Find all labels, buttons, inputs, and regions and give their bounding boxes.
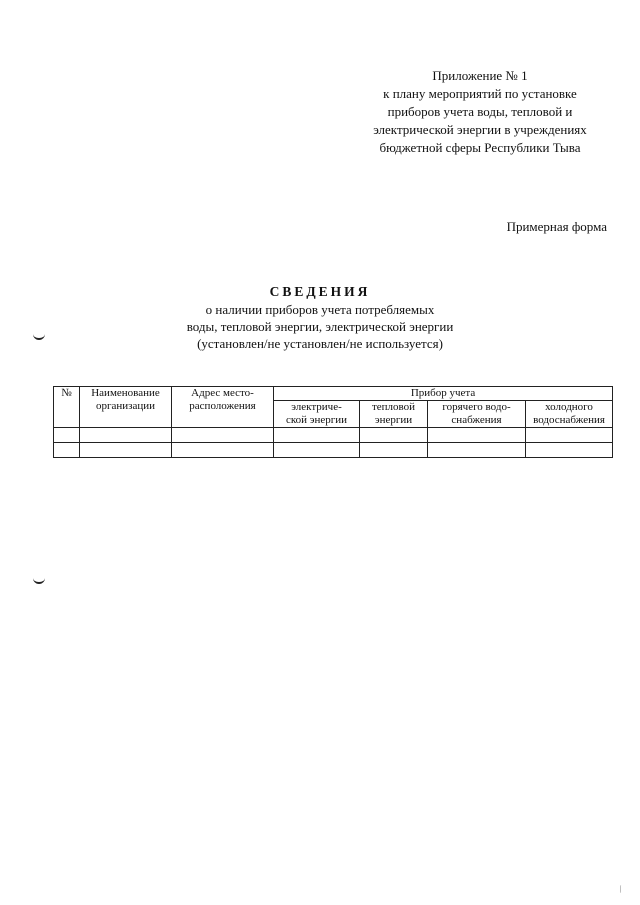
table-header-row xyxy=(54,387,613,401)
table-row xyxy=(54,428,613,443)
annex-line: приборов учета воды, тепловой и xyxy=(387,104,573,119)
table-cell xyxy=(274,428,360,443)
punch-mark xyxy=(33,332,45,340)
subheader-cell-hot-water xyxy=(428,401,526,428)
annex-line: электрической энергии в учреждениях xyxy=(373,122,587,137)
header-text: электриче- xyxy=(291,401,342,413)
form-type-label: Примерная форма xyxy=(506,219,607,234)
table-row xyxy=(54,443,613,458)
annex-block xyxy=(340,67,620,157)
meter-info-table xyxy=(53,386,613,458)
subheader-cell-heat xyxy=(360,401,428,428)
annex-line: бюджетной сферы Республики Тыва xyxy=(379,140,581,155)
header-cell-organization xyxy=(80,387,172,428)
subheader-cell-cold-water xyxy=(526,401,613,428)
table-cell xyxy=(54,443,80,458)
table-cell xyxy=(360,443,428,458)
subheader-cell-electric xyxy=(274,401,360,428)
header-text: расположения xyxy=(189,400,256,412)
corner-scan-mark: ⁄ xyxy=(617,884,625,894)
header-text: снабжения xyxy=(451,414,502,426)
table-cell xyxy=(80,443,172,458)
table-cell xyxy=(274,443,360,458)
heading-title: СВЕДЕНИЯ xyxy=(269,284,371,299)
header-text: ской энергии xyxy=(285,414,348,426)
heading-line: о наличии приборов учета потребляемых xyxy=(205,302,435,317)
header-cell-meter-group: Прибор учета xyxy=(274,387,613,401)
table-cell xyxy=(54,428,80,443)
table-cell xyxy=(428,443,526,458)
header-text: Адрес место- xyxy=(191,387,254,399)
document-heading xyxy=(150,283,490,352)
table-cell xyxy=(172,428,274,443)
table-cell xyxy=(360,428,428,443)
heading-line: (установлен/не установлен/не используется) xyxy=(197,336,443,351)
table-cell xyxy=(526,443,613,458)
header-cell-number: № xyxy=(54,387,80,428)
table-cell xyxy=(80,428,172,443)
annex-line: к плану мероприятий по установке xyxy=(383,86,577,101)
heading-line: воды, тепловой энергии, электрической энергии xyxy=(186,319,454,334)
annex-line: Приложение № 1 xyxy=(432,68,528,83)
punch-mark xyxy=(33,576,45,584)
header-text: горячего водо- xyxy=(442,401,511,413)
table-cell xyxy=(526,428,613,443)
header-text: холодного xyxy=(545,401,593,413)
table-cell xyxy=(428,428,526,443)
header-text: организации xyxy=(95,400,156,412)
header-text: Наименование xyxy=(91,387,160,399)
header-text: энергии xyxy=(374,414,413,426)
table-cell xyxy=(172,443,274,458)
header-cell-address xyxy=(172,387,274,428)
header-text: тепловой xyxy=(371,401,416,413)
header-text: водоснабжения xyxy=(533,414,605,426)
